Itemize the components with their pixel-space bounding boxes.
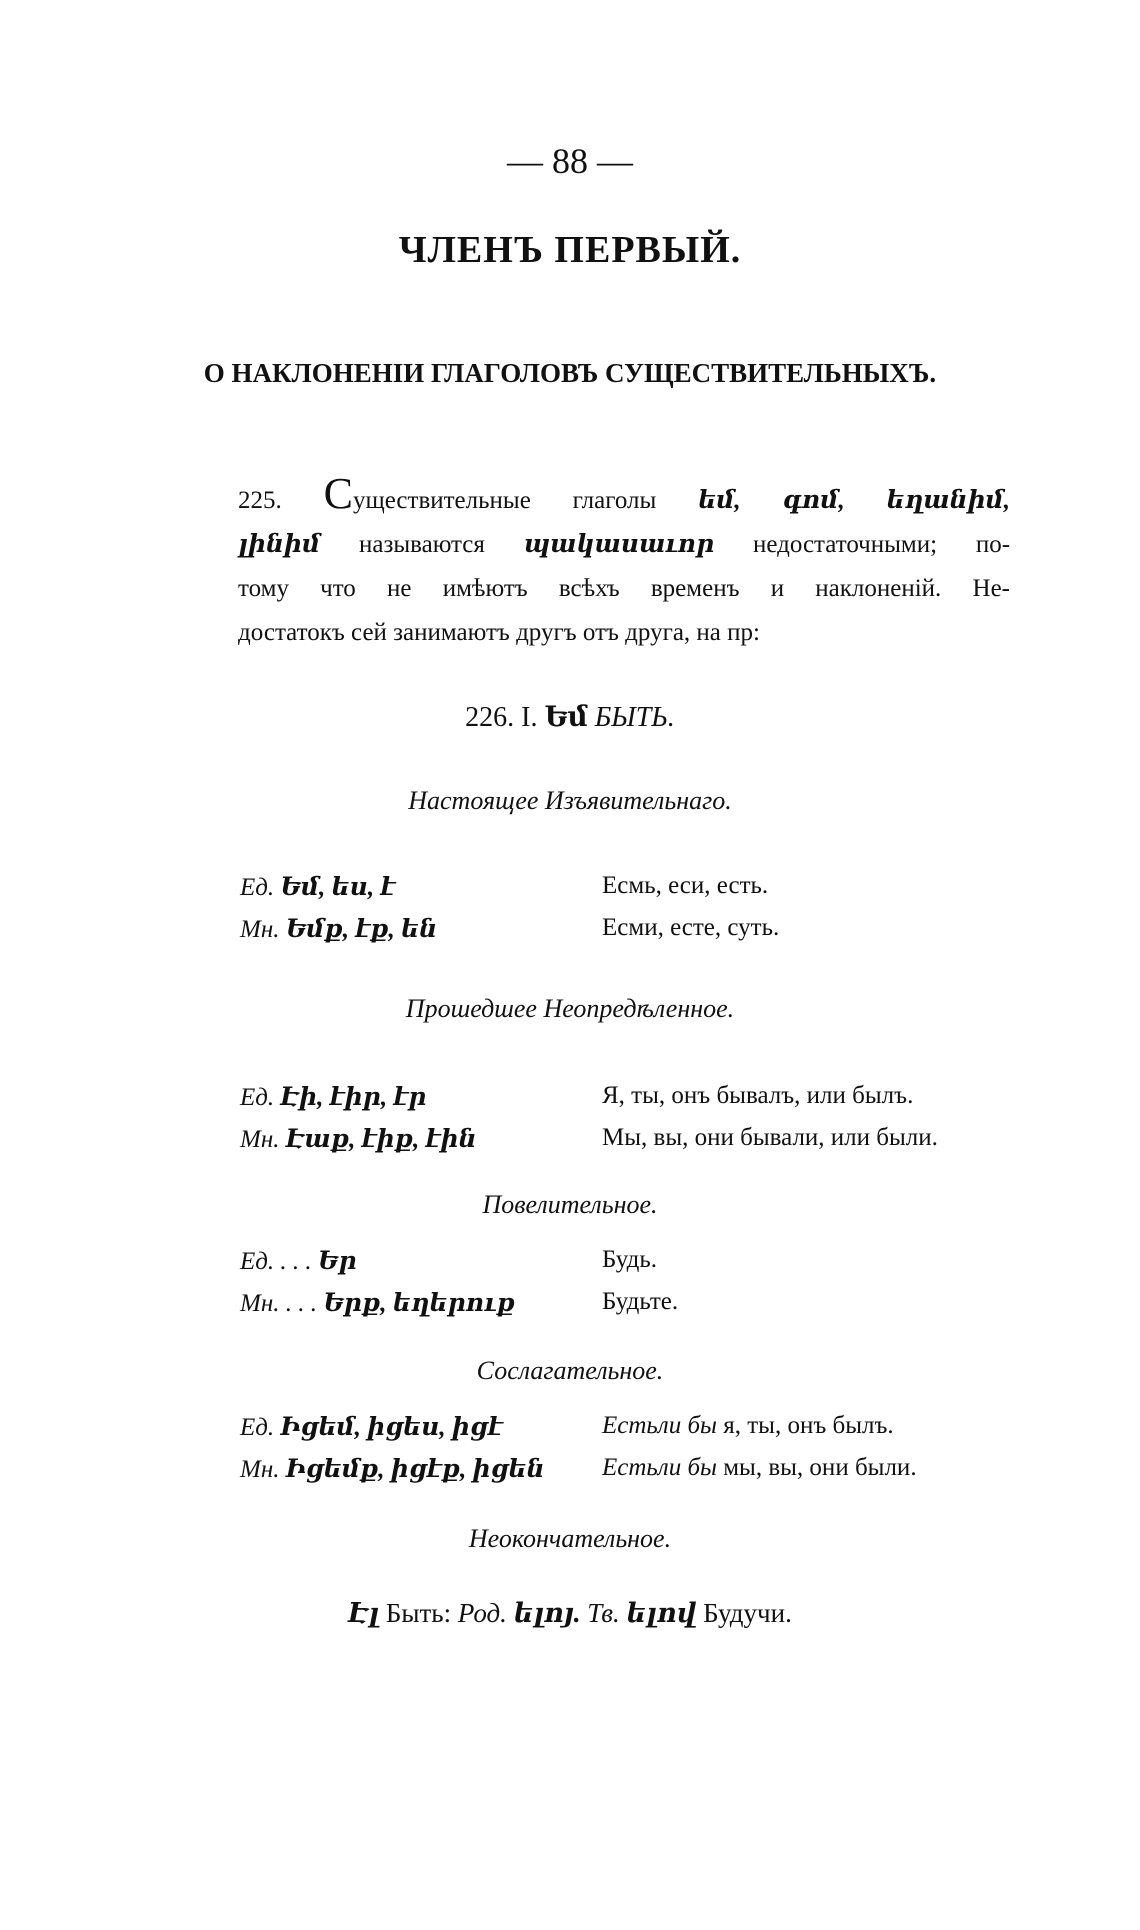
page-number: — 88 — [507,141,633,181]
mood-title: Настоящее Изъявительнаго. [408,786,732,815]
paragraph-225 [238,469,1011,655]
armenian-forms: Իցեմք, իցէք, իցեն [285,1456,545,1483]
armenian-forms: Երք, եղերուք [323,1290,515,1317]
heading-226 [0,700,1140,734]
russian-translation: Я, ты, онъ бывалъ, или былъ. [602,1082,914,1109]
number-label: Ед. [240,1414,275,1441]
infinitive-line [0,1598,1140,1629]
conjugation-row [240,1246,1020,1286]
armenian-verbs: եմ, գոմ, եղանիմ, [698,487,1010,514]
russian-conditional: Естьли бы [602,1412,717,1439]
participle-text: Будучи. [703,1598,792,1628]
genitive-form: ելոյ. [513,1598,581,1628]
number-label: Ед. [240,874,275,901]
armenian-forms: Եմք, էք, են [285,916,438,943]
number-label: Мн. [240,916,280,943]
paragraph-line-2 [238,523,1010,567]
paragraph-line-3: тому что не имѣютъ всѣхъ временъ и наклоненій. Не- [238,575,1010,602]
armenian-forms: Էի, էիր, էր [280,1084,427,1111]
armenian-term: պակասաւոր [523,531,715,558]
number-label: Мн. . . . [240,1290,317,1317]
paragraph-text: недостаточными; по- [752,531,1011,558]
armenian-infinitive: Էլ [348,1598,380,1628]
russian-translation: я, ты, онъ былъ. [723,1412,894,1439]
mood-title: Неокончательное. [468,1524,672,1553]
number-label: Мн. [240,1126,280,1153]
infinitive-text: Быть: [385,1598,452,1628]
instrumental-label: Тв. [587,1598,620,1628]
conjugation-row [240,914,1020,954]
drop-cap: С [323,469,353,518]
paragraph-number: 225. [238,487,282,514]
conjugation-row [240,1124,1020,1164]
russian-conditional: Естьли бы [602,1454,717,1481]
number-label: Ед. [240,1084,275,1111]
conjugation-row [240,1288,1020,1328]
paragraph-text: называются [358,531,485,558]
russian-translation: Мы, вы, они бывали, или были. [602,1124,938,1151]
heading-armenian: Եմ [544,702,588,733]
armenian-forms: Եմ, ես, է [280,874,396,901]
russian-translation: Будьте. [602,1288,679,1315]
conjugation-row [240,1412,1020,1452]
mood-title: Повелительное. [482,1190,658,1219]
mood-title: Прошедшее Неопредѣленное. [405,994,735,1023]
russian-translation: Будь. [602,1246,658,1273]
heading-number: 226. I. [465,702,538,733]
paragraph-line-4: достатокъ сей занимаютъ другъ отъ друга, на пр: [238,619,760,646]
russian-translation: Есмь, еси, есть. [602,872,769,899]
conjugation-row [240,872,1020,912]
paragraph-text: уществительные глаголы [352,487,657,514]
conjugation-row [240,1454,1020,1494]
chapter-title: ЧЛЕНЪ ПЕРВЫЙ. [398,229,742,271]
mood-title: Сослагательное. [476,1356,664,1385]
genitive-label: Род. [457,1598,507,1628]
armenian-verb: լինիմ [238,531,321,558]
paragraph-line-1 [238,469,1010,523]
armenian-forms: Եր [317,1248,357,1275]
number-label: Ед. . . . [240,1248,312,1275]
section-title: О НАКЛОНЕНІИ ГЛАГОЛОВЪ СУЩЕСТВИТЕЛЬНЫХЪ. [203,358,937,388]
armenian-forms: Իցեմ, իցես, իցէ [280,1414,503,1441]
conjugation-row [240,1082,1020,1122]
number-label: Мн. [240,1456,280,1483]
russian-translation: мы, вы, они были. [723,1454,917,1481]
armenian-forms: Էաք, էիք, էին [285,1126,477,1153]
russian-translation: Есми, есте, суть. [602,914,780,941]
instrumental-form: ելով [626,1598,697,1628]
heading-russian: БЫТЬ. [594,702,675,733]
